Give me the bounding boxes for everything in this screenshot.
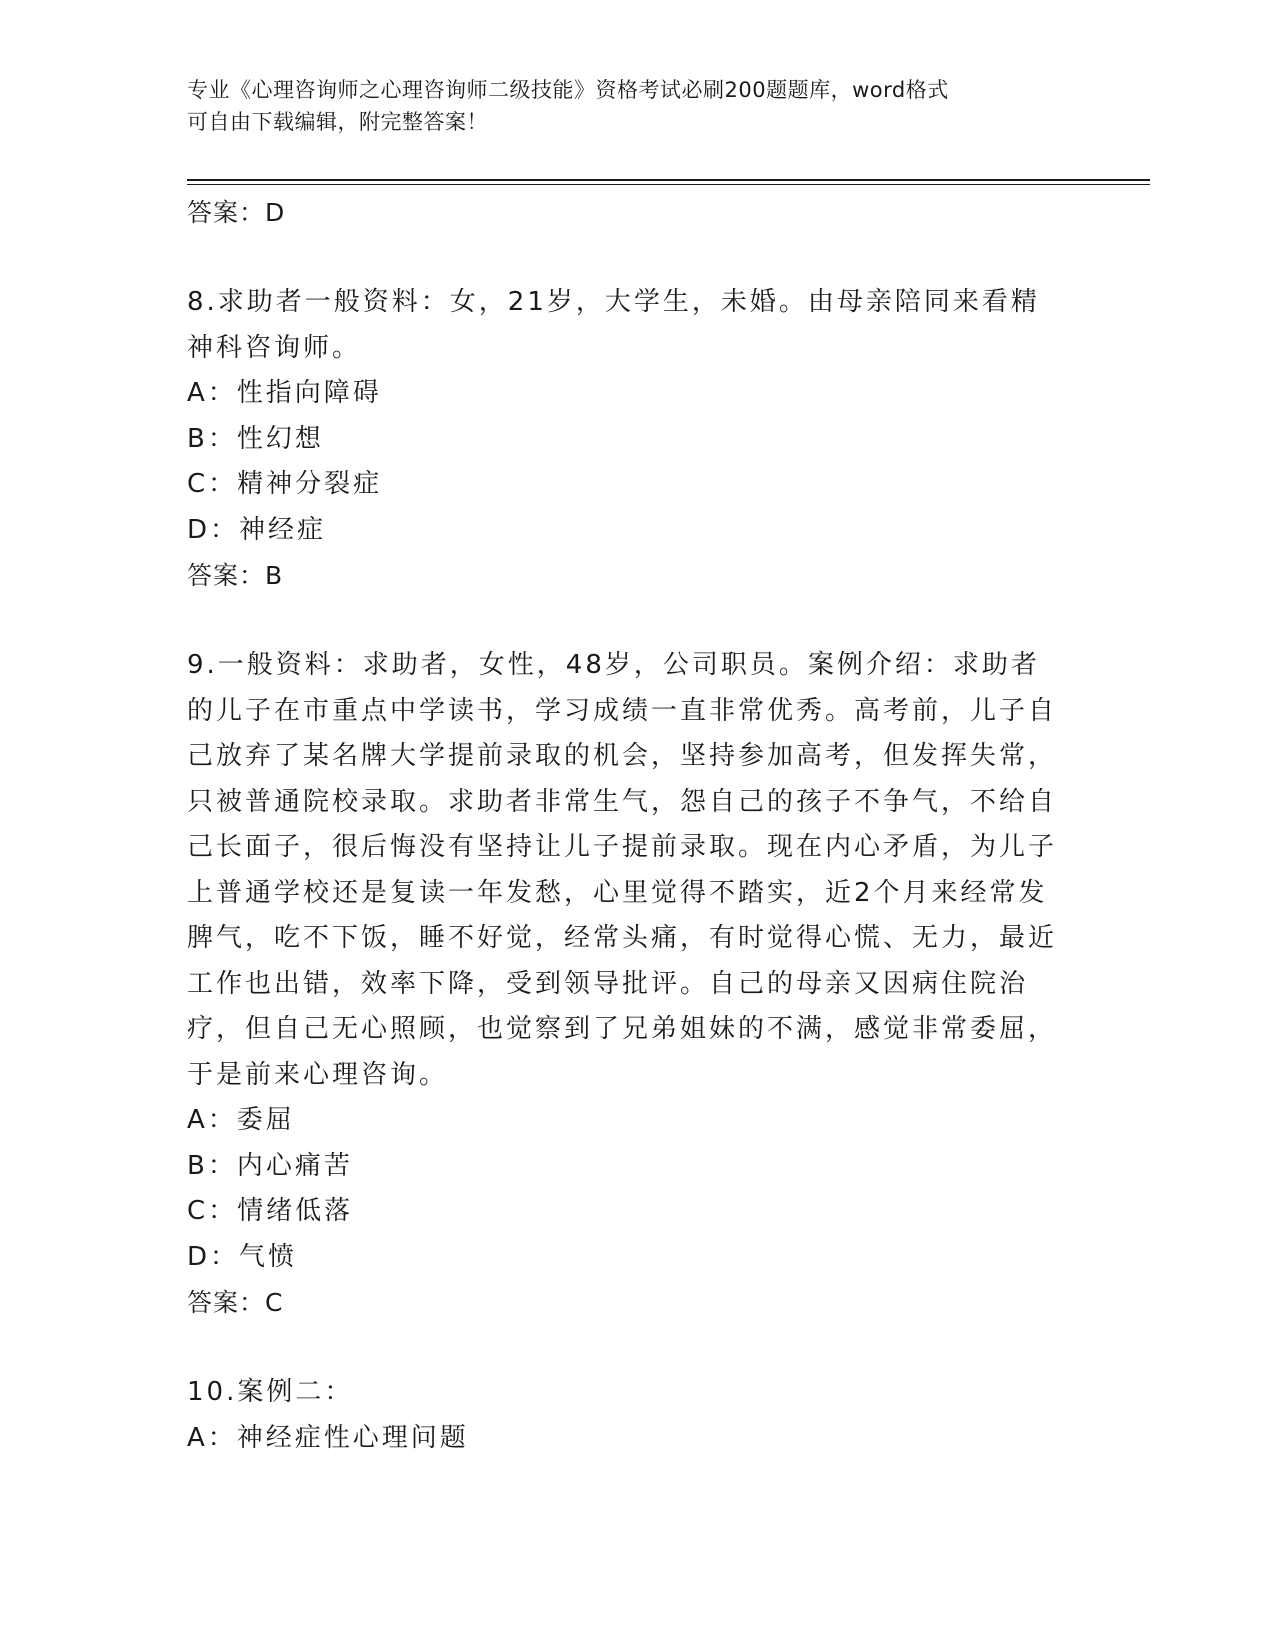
- option-b: B：性幻想: [187, 423, 324, 454]
- header-line-1: 专业《心理咨询师之心理咨询师二级技能》资格考试必刷200题题库，word格式: [187, 78, 949, 102]
- option-b: B：内心痛苦: [187, 1150, 353, 1181]
- question-block: [187, 1370, 1067, 1461]
- option-c: C：情绪低落: [187, 1196, 354, 1226]
- answer-line: 答案：B: [187, 561, 284, 590]
- question-block: [187, 643, 1067, 1326]
- spacer: [187, 599, 1067, 643]
- answer-line: 答案：C: [187, 1288, 284, 1317]
- header-rule-thin: [187, 184, 1150, 185]
- answer-line: 答案：D: [187, 198, 286, 227]
- question-text: 8.求助者一般资料：女，21岁，大学生，未婚。由母亲陪同来看精神科咨询师。: [187, 287, 1040, 363]
- question-text: 10.案例二：: [187, 1377, 354, 1407]
- question-text: 9.一般资料：求助者，女性，48岁，公司职员。案例介绍：求助者的儿子在市重点中学读书，学习成绩一直非常优秀。高考前，儿子自己放弃了某名牌大学提前录取的机会，坚持参加高考，但发挥失常，只被普通院校录取。求助者非常生气，怨自己的孩子不争气，不给自己长面子，很后悔没有坚持让儿子提前录取。现在内心矛盾，为儿子上普通学校还是复读一年发愁，心里觉得不踏实，近2个月来经常发脾气，吃不下饭，睡不好觉，经常头痛，有时觉得心慌、无力，最近工作也出错，效率下降，受到领导批评。自己的母亲又因病住院治疗，但自己无心照顾，也觉察到了兄弟姐妹的不满，感觉非常委屈，于是前来心理咨询。: [187, 650, 1058, 1090]
- spacer: [187, 236, 1067, 280]
- option-d: D：气愤: [187, 1241, 298, 1272]
- option-a: A：性指向障碍: [187, 378, 382, 408]
- option-c: C：精神分裂症: [187, 469, 383, 499]
- question-block: [187, 280, 1067, 599]
- option-a: A：神经症性心理问题: [187, 1422, 469, 1453]
- option-a: A：委屈: [187, 1105, 295, 1135]
- header-line-2: 可自由下载编辑，附完整答案！: [187, 110, 488, 134]
- option-d: D：神经症: [187, 514, 327, 545]
- document-header: [187, 74, 1067, 138]
- document-body: [187, 190, 1067, 1461]
- header-rule-thick: [187, 179, 1150, 181]
- spacer: [187, 1326, 1067, 1370]
